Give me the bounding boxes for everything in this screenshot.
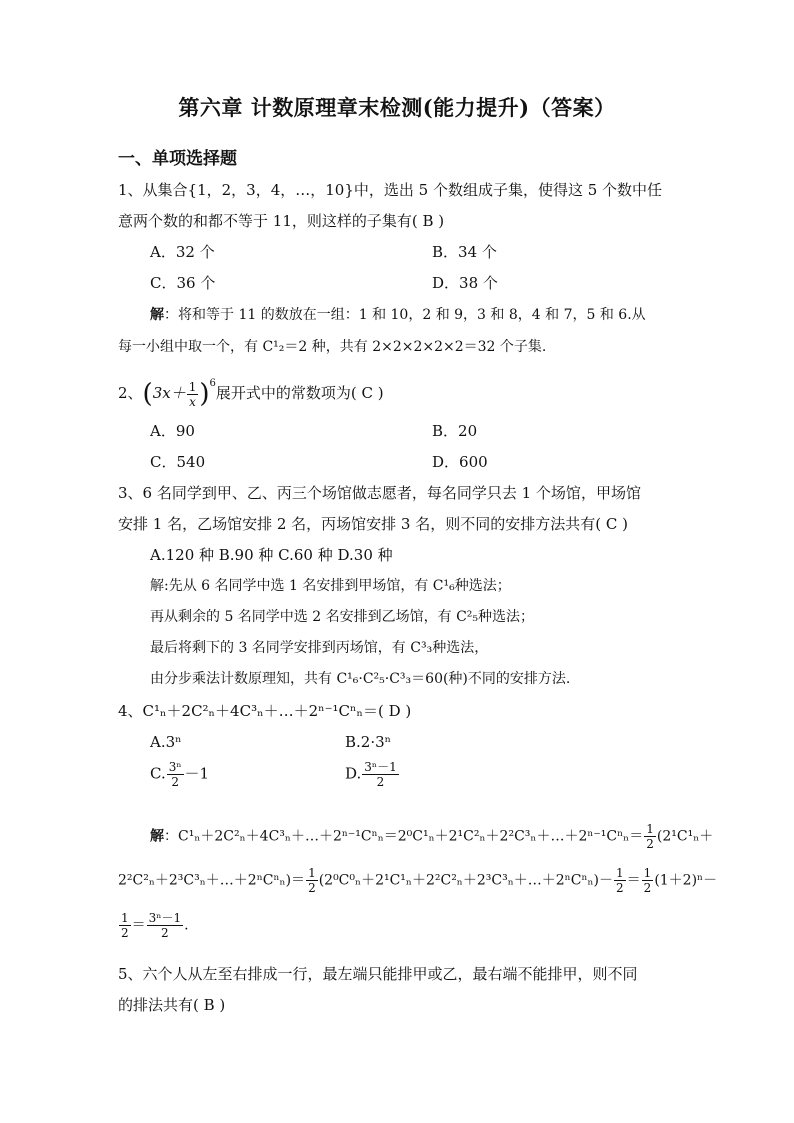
q1-line1: 1、从集合{1，2，3，4，…，10}中，选出 5 个数组成子集，使得这 5 个数中任 (118, 181, 663, 199)
q2-stem (118, 374, 384, 409)
q2-tail: 展开式中的常数项为( C ) (215, 384, 384, 402)
q2-option-d: D．600 (432, 453, 488, 471)
q1-option-d: D．38 个 (432, 274, 498, 292)
page-title: 第六章 计数原理章末检测(能力提升)（答案） (178, 95, 616, 120)
q4-solution-line2: 2²C²ₙ＋2³C³ₙ＋…＋2ⁿCⁿₙ)＝ $\frac{1}{2}$ (2⁰C⁰ₙ＋2¹C¹ₙ＋2²C²ₙ＋2³C³ₙ＋…＋2ⁿCⁿₙ)－ $\frac{1}{2}$ ＝ $\frac{1}{2}$ (1＋2)ⁿ－ (118, 866, 718, 895)
q1-line2: 意两个数的和都不等于 11，则这样的子集有( B ) (118, 212, 445, 230)
q4-sol-fraction-6: $\frac{\text{3ⁿ－1}}{2}$ (148, 911, 182, 940)
q2-expression: 3x＋ (152, 384, 186, 402)
q4-option-d: D. $\frac{\text{3ⁿ－1}}{2}$ (345, 760, 397, 789)
q2-option-c: C．540 (150, 453, 206, 471)
q1-solution-label: 解 (150, 307, 164, 323)
q5-line1: 5、六个人从左至右排成一行，最左端只能排甲或乙，最右端不能排甲，则不同 (118, 965, 638, 983)
q4-option-c-fraction: $\frac{\text{3ⁿ}}{2}$ (168, 760, 182, 789)
q2-left-paren: ( (142, 379, 153, 409)
q4-option-b: B.2·3ⁿ (345, 733, 392, 751)
q4-option-d-fraction: $\frac{\text{3ⁿ－1}}{2}$ (364, 760, 397, 789)
q4-stem: 4、C¹ₙ＋2C²ₙ＋4C³ₙ＋…＋2ⁿ⁻¹Cⁿₙ＝( D ) (118, 702, 412, 720)
section-heading: 一、单项选择题 (118, 149, 237, 169)
q4-option-c: C. $\frac{\text{3ⁿ}}{2}$ －1 (150, 760, 210, 789)
q4-option-a: A.3ⁿ (150, 733, 182, 751)
q3-solution-line1: 解:先从 6 名同学中选 1 名安排到甲场馆，有 C¹₆种选法； (150, 578, 511, 594)
q2-option-a: A．90 (150, 422, 195, 440)
q2-option-b: B．20 (432, 422, 478, 440)
q2-fraction: $\frac{1}{x}$ (188, 379, 197, 409)
q1-option-a: A．32 个 (150, 243, 215, 261)
q1-option-b: B．34 个 (432, 243, 497, 261)
q1-option-c: C．36 个 (150, 274, 216, 292)
q4-solution-label: 解 (150, 828, 164, 845)
q4-solution-line1: 解：C¹ₙ＋2C²ₙ＋4C³ₙ＋…＋2ⁿ⁻¹Cⁿₙ＝2⁰C¹ₙ＋2¹C²ₙ＋2²C³ₙ＋…＋2ⁿ⁻¹Cⁿₙ＝ $\frac{1}{2}$ (2¹C¹ₙ＋ (150, 822, 714, 851)
q1-solution-text1: ：将和等于 11 的数放在一组：1 和 10，2 和 9，3 和 8，4 和 7，5 和 6.从 (164, 307, 646, 323)
q3-solution-line4: 由分步乘法计数原理知，共有 C¹₆·C²₅·C³₃＝60(种)不同的安排方法. (150, 671, 571, 687)
q2-right-paren: ) (199, 379, 210, 409)
q3-options: A.120 种 B.90 种 C.60 种 D.30 种 (150, 546, 393, 564)
q3-solution-line2: 再从剩余的 5 名同学中选 2 名安排到乙场馆，有 C²₅种选法； (150, 609, 535, 625)
q3-line1: 3、6 名同学到甲、乙、丙三个场馆做志愿者，每名同学只去 1 个场馆，甲场馆 (118, 484, 641, 502)
q2-power: 6 (209, 378, 216, 389)
q1-solution-line2: 每一小组中取一个，有 C¹₂＝2 种，共有 2×2×2×2×2＝32 个子集. (118, 339, 547, 355)
q4-sol-fraction-3: $\frac{1}{2}$ (616, 866, 624, 895)
q4-sol-fraction-1: $\frac{1}{2}$ (646, 822, 654, 851)
q5-line2: 的排法共有( B ) (118, 996, 226, 1014)
q3-line2: 安排 1 名，乙场馆安排 2 名，丙场馆安排 3 名，则不同的安排方法共有( C ) (118, 515, 628, 533)
q3-solution-line3: 最后将剩下的 3 名同学安排到丙场馆，有 C³₃种选法， (150, 640, 489, 656)
q4-solution-line3: $\frac{1}{2}$ ＝ $\frac{\text{3ⁿ－1}}{2}$ . (121, 911, 189, 940)
q1-solution-line1 (150, 305, 646, 325)
q4-sol-fraction-2: $\frac{1}{2}$ (308, 866, 316, 895)
q4-sol-fraction-4: $\frac{1}{2}$ (643, 866, 652, 895)
q2-number: 2、 (118, 384, 143, 402)
q4-sol-fraction-5: $\frac{1}{2}$ (121, 911, 129, 940)
